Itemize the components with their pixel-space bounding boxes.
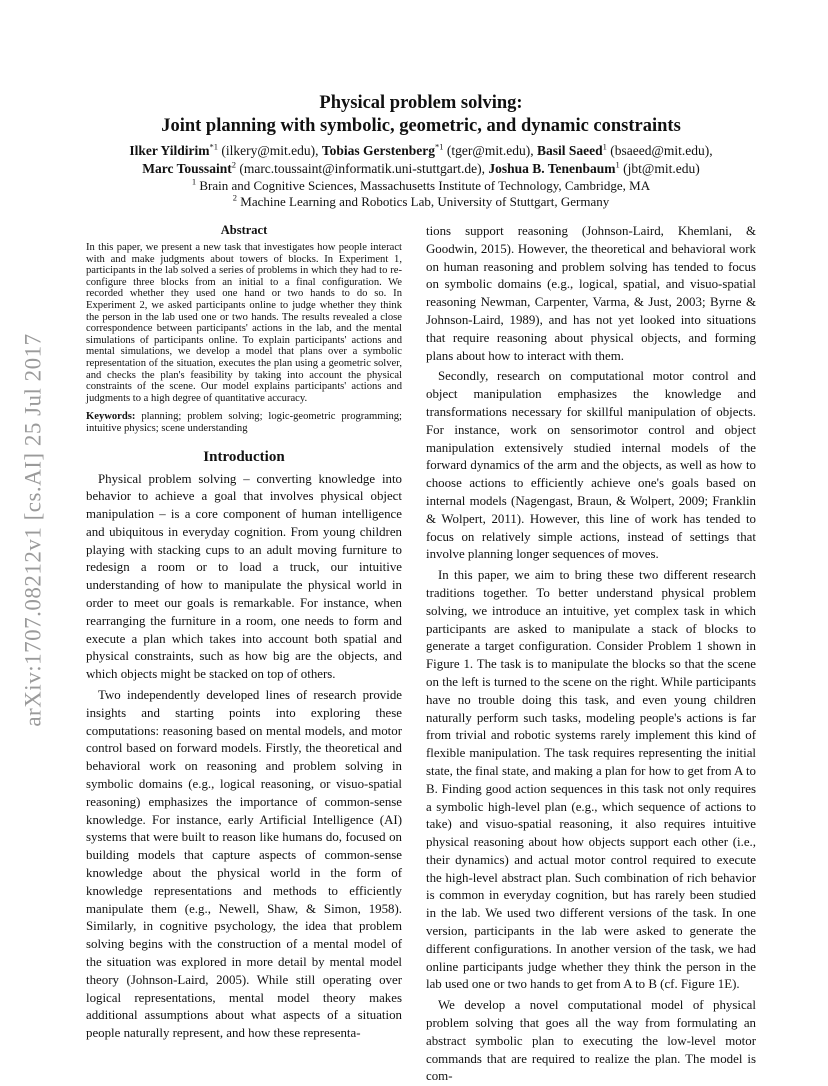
author-name: Marc Toussaint bbox=[142, 161, 232, 176]
paragraph: Two independently developed lines of research provide insights and starting points into exploring these computations: reasoning based on mental models, and motor control based on forward models. Firstly, the theoretical and behavioral work on reasoning and problem solving in symbolic domains (e.g., logical reasoning, or visuo-spatial reasoning) emphasizes the importance of common-sense knowledge. For instance, early Artificial Intelligence (AI) systems that were built to reason like humans do, focused on building models that capture aspects of common-sense knowledge about the physical world in the form of knowledge representations and methods to efficiently manipulate them (e.g., Newell, Shaw, & Simon, 1958). Similarly, in cognitive psychology, the idea that problem solving begins with the construction of a mental model of the situation was explored in more detail by mental model theory (Johnson-Laird, 2005). While still operating over logical representations, mental model theory makes additional assumptions about what aspects of a situation people naturally represent, and how these representa- bbox=[86, 688, 402, 1041]
arxiv-identifier-text: arXiv:1707.08212v1 [cs.AI] 25 Jul 2017 bbox=[21, 333, 47, 727]
keywords bbox=[86, 411, 402, 434]
keywords-label: Keywords: bbox=[86, 411, 136, 423]
author-sup: 1 bbox=[615, 159, 620, 170]
author-email: (bsaeed@mit.edu), bbox=[606, 143, 713, 158]
author-email: (marc.toussaint@informatik.uni-stuttgart.de), bbox=[235, 161, 489, 176]
author-sup: *1 bbox=[209, 141, 218, 152]
paragraph: We develop a novel computational model of physical problem solving that goes all the way from formulating an abstract symbolic plan to executing the low-level motor commands that are required to realize the plan. The model is com- bbox=[426, 998, 756, 1084]
affiliation-text: Brain and Cognitive Sciences, Massachusetts Institute of Technology, Cambridge, MA bbox=[196, 178, 651, 193]
author-sup: 2 bbox=[231, 159, 236, 170]
author-list bbox=[86, 142, 756, 178]
author-line-1 bbox=[86, 142, 756, 160]
author-sup: 1 bbox=[602, 141, 607, 152]
affiliation-text: Machine Learning and Robotics Lab, University of Stuttgart, Germany bbox=[237, 194, 610, 209]
author-name: Joshua B. Tenenbaum bbox=[488, 161, 616, 176]
author-email: (jbt@mit.edu) bbox=[619, 161, 700, 176]
author-email: (ilkery@mit.edu), bbox=[217, 143, 322, 158]
paper-header bbox=[86, 92, 756, 210]
author-name: Ilker Yildirim bbox=[129, 143, 210, 158]
affiliation-1 bbox=[86, 178, 756, 194]
title-line-2: Joint planning with symbolic, geometric, and dynamic constraints bbox=[161, 116, 681, 136]
author-name: Tobias Gerstenberg bbox=[321, 143, 436, 158]
affiliation-2 bbox=[86, 194, 756, 210]
paragraph: In this paper, we aim to bring these two different research traditions together. To better understand physical problem solving, we introduce an intuitive, yet complex task in which participants are asked to manipulate a stack of blocks to generate a target configuration. Consider Problem 1 shown in Figure 1. The task is to manipulate the blocks so that the scene on the left is turned to the scene on the right. While participants have no trouble doing this task, and even young children naturally perform such tasks, modeling people's actions is far from trivial and robotic systems rarely implement this kind of flexible manipulation. The task requires representing the initial state, the final state, and making a plan for how to get from A to B. Finding good action sequences in this task not only requires a symbolic high-level plan (e.g., which sequence of actions to take) and visuo-spatial reasoning, it also requires intuitive physical reasoning about how objects support each other (i.e., their dynamics) and actual motor control required to execute the high-level abstract plan. Such combination of rich behavior is common in everyday cognition, but has rarely been studied in the lab. We used two different versions of the task. In one version, participants in the lab were asked to generate the different configurations. In another version of the task, we had online participants judge whether they think the person in the lab used one or two hands to get from A to B (cf. Figure 1E). bbox=[426, 568, 756, 992]
title-line-1: Physical problem solving: bbox=[319, 93, 523, 113]
paragraph: Secondly, research on computational motor control and object manipulation emphasizes the knowledge and transformations necessary for skillful manipulation of objects. For instance, work on sensorimotor control and object manipulation extensively studied internal models of the forward dynamics of the arm and the objects, as well as how to choose actions to efficiently achieve one's goals based on internal models (Nagengast, Braun, & Wolpert, 2009; Franklin & Wolpert, 2011). However, this line of work has tended to focus on relatively simple actions, instead of settings that involve planning longer sequences of moves. bbox=[426, 369, 756, 562]
left-column bbox=[86, 222, 402, 1043]
paragraph: Physical problem solving – converting knowledge into behavior to achieve a goal that involves physical object manipulation – is a core component of human intelligence and ubiquitous in everyday cognition. From young children playing with stacking cups to an adult moving furniture to redesign a room or to load a truck, our intuitive understanding of how to manipulate the physical world in order to meet our goals is remarkable. For instance, when rearranging the furniture in a room, one needs to form and execute a plan which takes into account both spatial and physical constraints, such as how big are the objects, and which objects might be stacked on top of others. bbox=[86, 471, 402, 682]
author-sup: *1 bbox=[435, 141, 444, 152]
abstract-text: In this paper, we present a new task that investigates how people interact with and make judgments about towers of blocks. In Experiment 1, participants in the lab solved a series of problems in which they had to re-configure three blocks from an initial to a final configuration. We recorded whether they used one hand or two hands to do so. In Experiment 2, we asked participants online to judge whether they think the person in the lab used one or two hands. The results revealed a close correspondence between participants' actions in the lab, and the mental simulations of participants online. To explain participants' actions and mental simulations, we develop a model that plans over a symbolic representation of the situation, executes the plan using a geometric solver, and checks the plan's feasibility by taking into account the physical constraints of the scene. Our model explains participants' actions and judgments to a high degree of quantitative accuracy. bbox=[86, 242, 402, 404]
paper-title bbox=[86, 92, 756, 138]
affiliation-sup: 2 bbox=[232, 192, 238, 203]
author-email: (tger@mit.edu), bbox=[443, 143, 537, 158]
keywords-text: planning; problem solving; logic-geometric programming; intuitive physics; scene understanding bbox=[86, 411, 402, 434]
author-line-2 bbox=[86, 160, 756, 178]
affiliation-sup: 1 bbox=[191, 176, 197, 187]
right-column bbox=[426, 223, 756, 1086]
author-name: Basil Saeed bbox=[536, 143, 603, 158]
abstract-heading: Abstract bbox=[220, 223, 268, 237]
arxiv-identifier bbox=[14, 300, 54, 760]
paragraph: tions support reasoning (Johnson-Laird, Khemlani, & Goodwin, 2015). However, the theoretical and behavioral work on human reasoning and problem solving has tended to focus on symbolic domains (e.g., logical, spatial, and visuo-spatial reasoning Newman, Carpenter, Varma, & Just, 2003; Byrne & Johnson-Laird, 1989), and has not yet looked into situations that require reasoning about physical objects, and forming plans about how to interact with them. bbox=[426, 224, 756, 363]
introduction-heading: Introduction bbox=[203, 448, 285, 465]
